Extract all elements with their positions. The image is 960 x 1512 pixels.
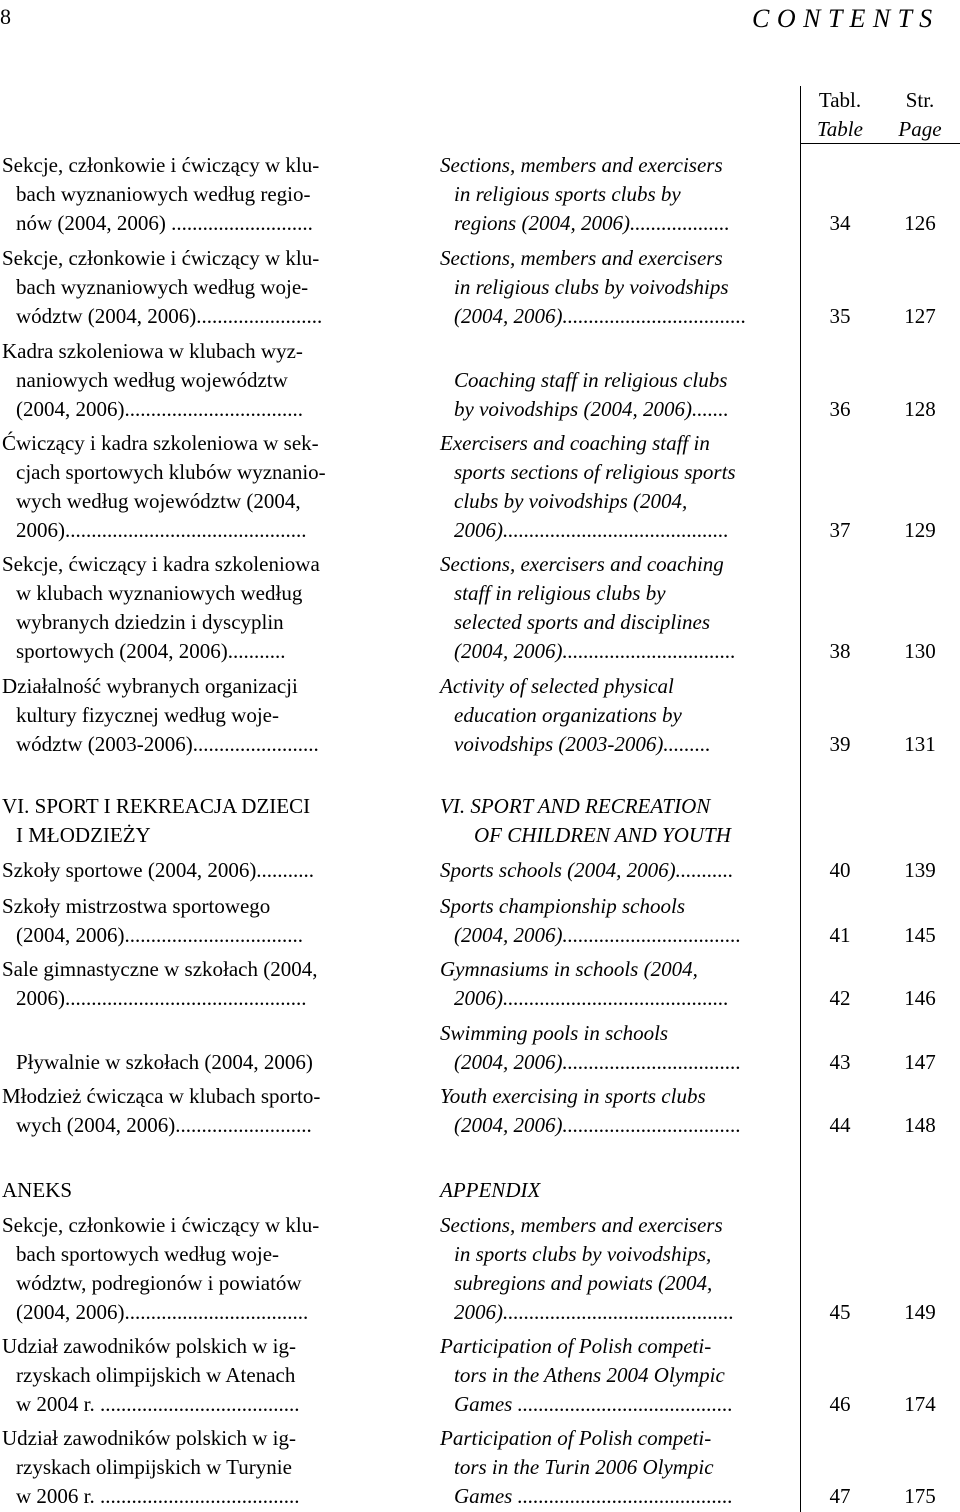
entry-table-number: 35: [829, 304, 851, 328]
entry-table-number: 39: [829, 732, 851, 756]
entry-title-pl-line: naniowych według województw: [16, 368, 288, 392]
entry-title-pl-line: bach wyznaniowych według regio-: [16, 182, 311, 206]
entry-title-en-line: Swimming pools in schools: [440, 1021, 669, 1045]
section-vi-title-pl-line: VI. SPORT I REKREACJA DZIECI: [2, 794, 311, 818]
entry-title-en-line: in sports clubs by voivodships,: [454, 1242, 712, 1266]
entry-title-en-line: 2006)...........................................: [454, 518, 729, 542]
entry-title-en-line: Sections, members and exercisers: [440, 246, 723, 270]
entry-title-en-line: Participation of Polish competi-: [440, 1334, 712, 1358]
entry-page-number: 128: [904, 397, 936, 421]
entry-title-pl-line: Udział zawodników polskich w ig-: [2, 1426, 296, 1450]
entry-title-en-line: Activity of selected physical: [440, 674, 674, 698]
entry-page-number: 147: [904, 1050, 936, 1074]
page-number: 8: [0, 4, 11, 29]
entry-title-pl-line: Pływalnie w szkołach (2004, 2006): [16, 1050, 313, 1074]
entry-title-pl-line: wych (2004, 2006)..........................: [16, 1113, 312, 1137]
entry-title-en: [440, 244, 746, 331]
entry-title-pl-line: Młodzież ćwicząca w klubach sporto-: [2, 1084, 321, 1108]
entry-title-pl-line: wych według województw (2004,: [16, 489, 301, 513]
entry-page-number: 130: [904, 639, 936, 663]
entry-title-pl-line: Sekcje, członkowie i ćwiczący w klu-: [2, 153, 320, 177]
entry-title-pl-line: Sekcje, członkowie i ćwiczący w klu-: [2, 246, 320, 270]
entry-title-en-line: 2006)...........................................: [454, 986, 729, 1010]
entry-title-en: [440, 1019, 741, 1077]
entry-table-number: 36: [829, 397, 851, 421]
section-vi-title-pl-line: I MŁODZIEŻY: [16, 823, 151, 847]
entry-title-pl-line: bach wyznaniowych według woje-: [16, 275, 309, 299]
entry-table-number: 43: [829, 1050, 851, 1074]
entry-title-pl-line: Szkoły mistrzostwa sportowego: [2, 894, 271, 918]
entry-title-pl-line: nów (2004, 2006) ...........................: [16, 211, 313, 235]
entry-title-en-line: regions (2004, 2006)...................: [454, 211, 730, 235]
entry-title-pl-line: (2004, 2006)..................................: [16, 923, 303, 947]
entry-title-pl-line: Sekcje, ćwiczący i kadra szkoleniowa: [2, 552, 320, 576]
entry-title-pl: [2, 1211, 319, 1327]
entry-title-pl-line: wództw (2004, 2006)........................: [16, 304, 323, 328]
entry-table-number: 34: [829, 211, 851, 235]
entry-title-pl: [2, 892, 303, 950]
section-vi-title-pl: [2, 792, 310, 850]
entry-title-en: [440, 1082, 741, 1140]
entry-title-pl: [2, 856, 314, 885]
entry-title-pl-line: (2004, 2006)..................................: [16, 397, 303, 421]
section-vi-title-en-line: OF CHILDREN AND YOUTH: [474, 823, 731, 847]
entry-title-en-line: in religious clubs by voivodships: [454, 275, 729, 299]
entry-title-en-line: (2004, 2006)..................................: [454, 923, 741, 947]
entry-table-number: 45: [829, 1300, 851, 1324]
entry-title-en-line: by voivodships (2004, 2006).......: [454, 397, 729, 421]
entry-title-en-line: tors in the Athens 2004 Olympic: [454, 1363, 725, 1387]
entry-title-en-line: 2006)............................................: [454, 1300, 734, 1324]
header-underline: [800, 143, 960, 144]
entry-title-pl: [2, 955, 318, 1013]
entry-table-number: 41: [829, 923, 851, 947]
entry-page-number: 145: [904, 923, 936, 947]
entry-title-pl-line: sportowych (2004, 2006)...........: [16, 639, 286, 663]
entry-table-number: 37: [829, 518, 851, 542]
entry-title-en-line: Games .........................................: [454, 1484, 733, 1508]
entry-page-number: 131: [904, 732, 936, 756]
entry-title-pl-line: w 2006 r. ......................................: [16, 1484, 300, 1508]
entry-title-en-line: clubs by voivodships (2004,: [454, 489, 688, 513]
entry-page-number: 129: [904, 518, 936, 542]
entry-title-en-line: in religious sports clubs by: [454, 182, 681, 206]
entry-title-en-line: Gymnasiums in schools (2004,: [440, 957, 698, 981]
entry-page-number: 139: [904, 858, 936, 882]
entry-title-pl-line: w 2004 r. ......................................: [16, 1392, 300, 1416]
entry-title-pl: [2, 550, 320, 666]
entry-title-pl-line: kultury fizycznej według woje-: [16, 703, 279, 727]
entry-title-en-line: Youth exercising in sports clubs: [440, 1084, 706, 1108]
entry-title-en: [440, 892, 741, 950]
entry-title-en-line: staff in religious clubs by: [454, 581, 666, 605]
section-vi-title-en-line: VI. SPORT AND RECREATION: [440, 794, 711, 818]
entry-title-pl-line: 2006)..............................................: [16, 986, 307, 1010]
entry-title-en-line: (2004, 2006)..................................: [454, 1113, 741, 1137]
entry-title-en-line: (2004, 2006).................................: [454, 639, 736, 663]
entry-page-number: 148: [904, 1113, 936, 1137]
entry-title-pl-line: bach sportowych według woje-: [16, 1242, 280, 1266]
entry-page-number: 127: [904, 304, 936, 328]
entry-table-number: 46: [829, 1392, 851, 1416]
entry-title-en-line: education organizations by: [454, 703, 682, 727]
entry-title-pl-line: Sale gimnastyczne w szkołach (2004,: [2, 957, 318, 981]
entry-title-en-line: tors in the Turin 2006 Olympic: [454, 1455, 714, 1479]
entry-title-pl-line: [2, 1019, 313, 1048]
entry-title-en-line: (2004, 2006)...................................: [454, 304, 747, 328]
entry-title-en: [440, 1332, 733, 1419]
section-vi-title-en: [440, 792, 731, 850]
entry-table-number: 47: [829, 1484, 851, 1508]
entry-table-number: 44: [829, 1113, 851, 1137]
entry-page-number: 174: [904, 1392, 936, 1416]
section-annex-title-en: APPENDIX: [440, 1178, 541, 1202]
entry-title-pl: [2, 337, 303, 424]
entry-title-en-line: Sports championship schools: [440, 894, 686, 918]
entry-title-en-line: sports sections of religious sports: [454, 460, 736, 484]
col-header-tabl: Tabl.: [818, 88, 862, 112]
entry-title-en: [440, 672, 711, 759]
entry-title-pl-line: rzyskach olimpijskich w Turynie: [16, 1455, 292, 1479]
entry-title-pl-line: Udział zawodników polskich w ig-: [2, 1334, 296, 1358]
entry-title-en: [440, 429, 736, 545]
entry-table-number: 40: [829, 858, 851, 882]
entry-title-en: [440, 337, 729, 424]
entry-page-number: 149: [904, 1300, 936, 1324]
entry-table-number: 42: [829, 986, 851, 1010]
entry-title-pl-line: wództw (2003-2006)........................: [16, 732, 319, 756]
entry-title-pl-line: Szkoły sportowe (2004, 2006)...........: [2, 858, 315, 882]
entry-title-pl: [2, 1082, 320, 1140]
entry-title-en-line: Sections, members and exercisers: [440, 1213, 723, 1237]
entry-title-en-line: Games .........................................: [454, 1392, 733, 1416]
entry-title-pl-line: Kadra szkoleniowa w klubach wyz-: [2, 339, 303, 363]
entry-title-en-line: Sports schools (2004, 2006)...........: [440, 858, 734, 882]
entry-title-pl-line: Ćwiczący i kadra szkoleniowa w sek-: [2, 431, 319, 455]
entry-title-en: [440, 856, 733, 885]
entry-title-en-line: subregions and powiats (2004,: [454, 1271, 713, 1295]
entry-title-en-line: Sections, exercisers and coaching: [440, 552, 724, 576]
entry-title-pl: [2, 1424, 300, 1511]
entry-title-pl-line: wództw, podregionów i powiatów: [16, 1271, 302, 1295]
entry-title-pl-line: wybranych dziedzin i dyscyplin: [16, 610, 284, 634]
section-annex-title-pl: ANEKS: [2, 1178, 73, 1202]
col-header-table: Table: [817, 117, 863, 141]
col-header-page: Page: [898, 117, 942, 141]
entry-title-en-line: Coaching staff in religious clubs: [454, 368, 728, 392]
entry-title-pl-line: Sekcje, członkowie i ćwiczący w klu-: [2, 1213, 320, 1237]
contents-header: C O N T E N T S: [752, 4, 933, 33]
entry-title-en: [440, 955, 729, 1013]
entry-title-pl: [2, 151, 319, 238]
entry-title-pl-line: cjach sportowych klubów wyznanio-: [16, 460, 326, 484]
entry-title-en-line: Sections, members and exercisers: [440, 153, 723, 177]
entry-title-pl-line: 2006)..............................................: [16, 518, 307, 542]
entry-title-en-line: Exercisers and coaching staff in: [440, 431, 710, 455]
entry-title-en: [440, 1424, 733, 1511]
entry-page-number: 175: [904, 1484, 936, 1508]
entry-title-pl-line: rzyskach olimpijskich w Atenach: [16, 1363, 296, 1387]
entry-page-number: 146: [904, 986, 936, 1010]
entry-title-en: [440, 1211, 734, 1327]
entry-title-en-line: (2004, 2006)..................................: [454, 1050, 741, 1074]
entry-title-pl-line: w klubach wyznaniowych według: [16, 581, 303, 605]
col-header-str: Str.: [905, 88, 935, 112]
entry-title-pl-line: (2004, 2006)...................................: [16, 1300, 309, 1324]
entry-title-pl: [2, 1332, 300, 1419]
entry-title-pl: [2, 672, 319, 759]
entry-title-en: [440, 151, 730, 238]
entry-title-en: [440, 550, 736, 666]
entry-title-pl: [2, 1019, 313, 1077]
entry-title-pl: [2, 429, 326, 545]
entry-page-number: 126: [904, 211, 936, 235]
entry-table-number: 38: [829, 639, 851, 663]
entry-title-en-line: [440, 337, 729, 366]
entry-title-en-line: selected sports and disciplines: [454, 610, 711, 634]
entry-title-en-line: Participation of Polish competi-: [440, 1426, 712, 1450]
entry-title-pl: [2, 244, 322, 331]
entry-title-pl-line: Działalność wybranych organizacji: [2, 674, 298, 698]
entry-title-en-line: voivodships (2003-2006).........: [454, 732, 711, 756]
